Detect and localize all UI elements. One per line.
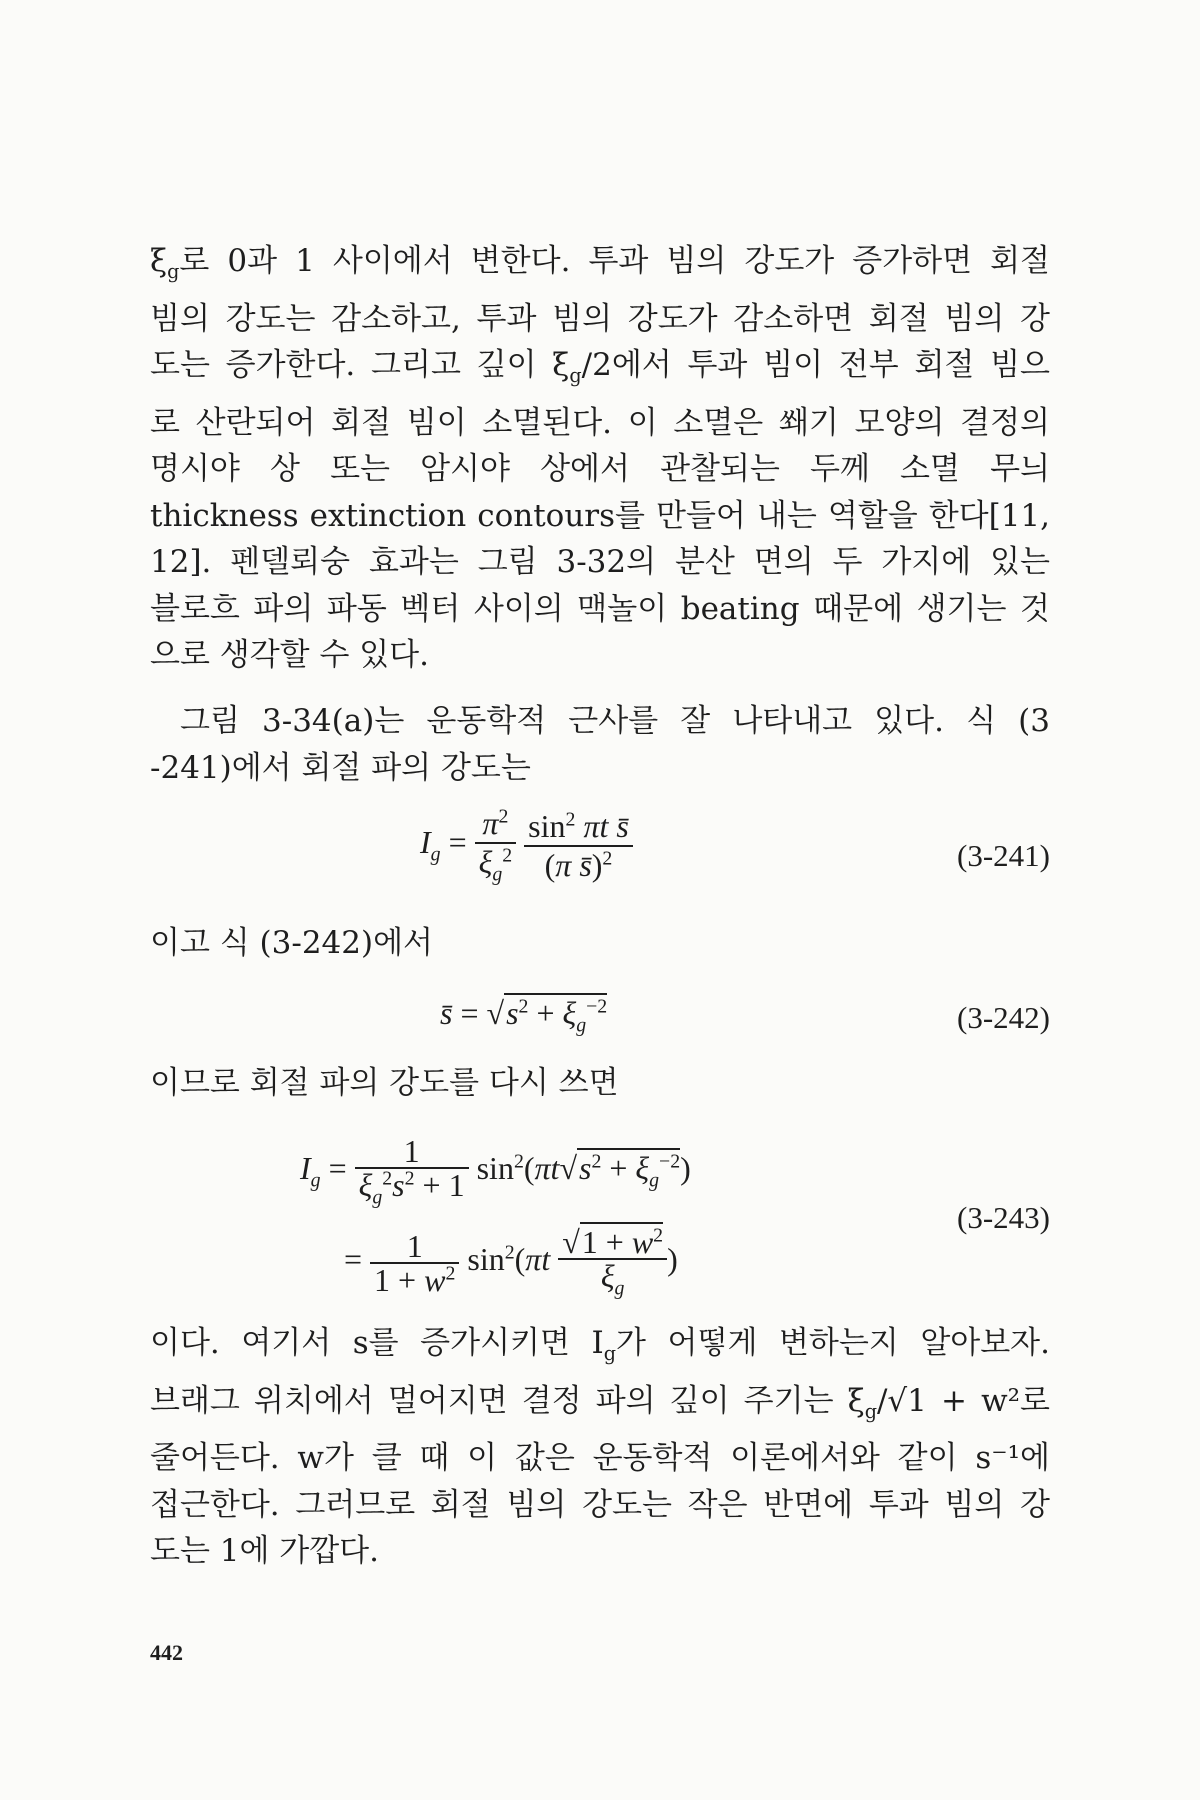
text-line: 도는 증가한다. 그리고 깊이 $\xi_g/2$에서 투과 빔이 전부 회절 빔으 [150, 347, 1050, 388]
text-line: 그림 3-34(a)는 운동학적 근사를 잘 나타내고 있다. 식 (3 [180, 703, 1050, 739]
equation-3-241: $I_g$ = $\frac{\pi^2}{\xi_g^2}$ $\frac{\sin^2 \pi t s̄}{(\pi s̄)^2}$ [420, 805, 633, 886]
equation-3-242: s̄ = $√s^2 + \xi_g^{-2}$ [440, 995, 608, 1037]
text-line: 빔의 강도는 감소하고, 투과 빔의 강도가 감소하면 회절 빔의 강 [150, 300, 1050, 337]
page-number: 442 [150, 1640, 183, 1665]
text-line: 12]. 펜델뢰숭 효과는 그림 3-32의 분산 면의 두 가지에 있는 [150, 544, 1050, 581]
text-line: -241)에서 회절 파의 강도는 [150, 749, 531, 786]
text-line: 접근한다. 그러므로 회절 빔의 강도는 작은 반면에 투과 빔의 강 [150, 1486, 1050, 1523]
text-line: 도는 1에 가깝다. [150, 1533, 379, 1570]
text-line: 줄어든다. w가 클 때 이 값은 운동학적 이론에서와 같이 s⁻¹에 [150, 1440, 1050, 1477]
paragraph-kinematic-intro [150, 698, 1050, 791]
text-line: 으로 생각할 수 있다. [150, 637, 429, 674]
text-line: 이므로 회절 파의 강도를 다시 쓰면 [150, 1065, 619, 1101]
text-line: 블로흐 파의 파동 벡터 사이의 맥놀이 beating 때문에 생기는 것 [150, 590, 1050, 627]
equation-number-3-242: (3-242) [957, 1000, 1050, 1035]
text-line: thickness extinction contours를 만들어 내는 역할을 한다[11, [150, 497, 1050, 534]
equation-3-243: $I_g$ = $\frac{1}{\xi_g^2s^2 + 1}$ $\sin^2(\pi t√s^2 + \xi_g^{-2})$ = $\frac{1}{1 + w^2}$ $\sin^2(\pi t$ $\frac{√1 + w^2}{\xi_g}$ ) [300, 1133, 691, 1300]
text-line: 로 산란되어 회절 빔이 소멸된다. 이 소멸은 쐐기 모양의 결정의 [150, 404, 1050, 441]
equation-number-3-241: (3-241) [957, 838, 1050, 873]
text-line: $\xi_g$로 0과 1 사이에서 변한다. 투과 빔의 강도가 증가하면 회절 [150, 243, 1050, 284]
paragraph-pendellosung [150, 238, 1050, 679]
paragraph-bragg-deviation [150, 1320, 1050, 1575]
paragraph-eq242-intro [150, 920, 1050, 967]
paragraph-eq243-intro [150, 1060, 1050, 1107]
equation-number-3-243: (3-243) [957, 1200, 1050, 1235]
text-line: 명시야 상 또는 암시야 상에서 관찰되는 두께 소멸 무늬 [150, 451, 1050, 488]
text-line: 이다. 여기서 s를 증가시키면 $I_g$가 어떻게 변하는지 알아보자. [150, 1325, 1050, 1366]
text-line: 브래그 위치에서 멀어지면 결정 파의 깊이 주기는 $\xi_g/√1 + w^2$로 [150, 1382, 1050, 1423]
text-line: 이고 식 (3-242)에서 [150, 925, 433, 961]
